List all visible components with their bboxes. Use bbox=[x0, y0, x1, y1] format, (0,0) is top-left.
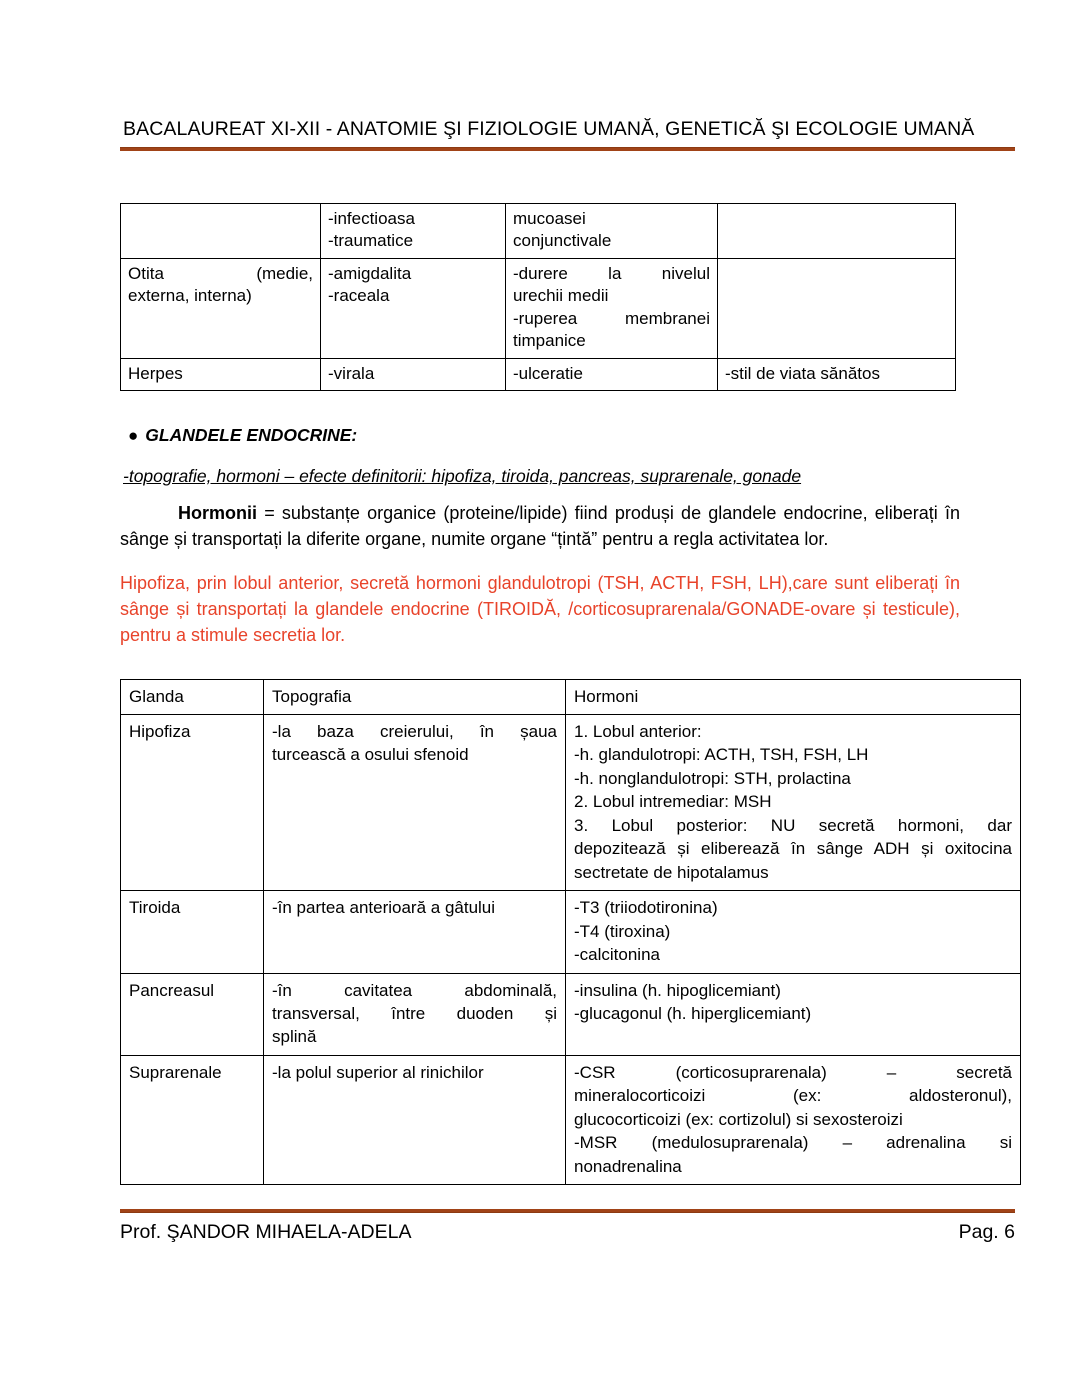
cell-cause bbox=[321, 258, 506, 358]
header-divider bbox=[120, 147, 1015, 151]
table-row-tiroida bbox=[121, 891, 1021, 973]
cell-gland-name: Pancreasul bbox=[121, 973, 264, 1055]
cell-hormones bbox=[566, 1055, 1021, 1184]
cell-line: timpanice bbox=[513, 331, 586, 351]
document-content bbox=[120, 118, 1012, 1185]
table-row-suprarenale bbox=[121, 1055, 1021, 1184]
cell-line: depozitează și eliberează în sânge ADH și oxitocina bbox=[574, 839, 1012, 859]
cell-line: -în cavitatea abdominală, bbox=[272, 980, 557, 1000]
cell-line: -T4 (tiroxina) bbox=[574, 921, 671, 941]
cell-prevention-empty bbox=[718, 204, 956, 259]
column-header-hormoni: Hormoni bbox=[566, 679, 1021, 714]
cell-gland-name: Tiroida bbox=[121, 891, 264, 973]
footer-divider bbox=[120, 1209, 1015, 1213]
cell-hormones bbox=[566, 714, 1021, 890]
cell-text: Otita bbox=[128, 263, 164, 283]
cell-cause: -virala bbox=[321, 358, 506, 390]
table-row bbox=[121, 258, 956, 358]
table-row-hipofiza bbox=[121, 714, 1021, 890]
page-footer bbox=[120, 1221, 1015, 1244]
cell-line: -amigdalita bbox=[328, 263, 412, 283]
paragraph-hipofiza bbox=[120, 570, 960, 648]
column-header-glanda: Glanda bbox=[121, 679, 264, 714]
cell-line: splină bbox=[272, 1027, 317, 1047]
cell-topography bbox=[264, 714, 566, 890]
cell-line: -traumatice bbox=[328, 231, 414, 251]
cell-line: mineralocorticoizi (ex: aldosteronul), bbox=[574, 1086, 1012, 1106]
cell-hormones bbox=[566, 891, 1021, 973]
cell-line: 1. Lobul anterior: bbox=[574, 721, 702, 741]
column-header-topografia: Topografia bbox=[264, 679, 566, 714]
cell-prevention: -stil de viata sănătos bbox=[718, 358, 956, 390]
paragraph-hormoni bbox=[120, 500, 960, 552]
table-row bbox=[121, 204, 956, 259]
glands-table bbox=[120, 679, 1021, 1186]
cell-line: -h. nonglandulotropi: STH, prolactina bbox=[574, 768, 851, 788]
cell-line: mucoasei bbox=[513, 209, 586, 228]
term-hormonii: Hormonii bbox=[178, 503, 257, 524]
paragraph-text: = substanțe organice (proteine/lipide) fiind produși de glandele endocrine, eliberați în sânge și transportați la diferite organe, numite organe “țintă” pentru a regla activitatea lor. bbox=[120, 503, 960, 550]
cell-line: -CSR (corticosuprarenala) – secretă bbox=[574, 1062, 1012, 1082]
cell-gland-name: Hipofiza bbox=[121, 714, 264, 890]
cell-line: sectretate de hipotalamus bbox=[574, 862, 769, 882]
cell-line: 3. Lobul posterior: NU secretă hormoni, dar bbox=[574, 815, 1012, 835]
cell-line: -glucagonul (h. hiperglicemiant) bbox=[574, 1003, 812, 1023]
cell-disease-empty bbox=[121, 204, 321, 259]
cell-topography: -în partea anterioară a gâtului bbox=[264, 891, 566, 973]
paragraph-text: Hipofiza, prin lobul anterior, secretă hormoni glandulotropi (TSH, ACTH, FSH, LH),care sunt eliberați în sânge și transportați la glandele endocrine (TIROIDĂ, /corticosuprarenala/GONADE-ovare și testicule), pentru a stimule secretia lor. bbox=[120, 573, 960, 646]
cell-line: -infectioasa bbox=[328, 209, 415, 228]
cell-line: -durere la nivelul bbox=[513, 263, 710, 283]
footer-author: Prof. ŞANDOR MIHAELA-ADELA bbox=[120, 1221, 412, 1243]
cell-symptom bbox=[506, 204, 718, 259]
cell-line: 2. Lobul intremediar: MSH bbox=[574, 792, 772, 812]
table-row-pancreasul bbox=[121, 973, 1021, 1055]
footer-page-number: Pag. 6 bbox=[958, 1221, 1015, 1243]
table-row bbox=[121, 358, 956, 390]
page-title: BACALAUREAT XI-XII - ANATOMIE ŞI FIZIOLOGIE UMANĂ, GENETICĂ ŞI ECOLOGIE UMANĂ bbox=[123, 118, 975, 140]
cell-line: -raceala bbox=[328, 286, 390, 306]
cell-line: -la baza creierului, în șaua bbox=[272, 721, 557, 741]
cell-line: -calcitonina bbox=[574, 945, 660, 965]
cell-line: -h. glandulotropi: ACTH, TSH, FSH, LH bbox=[574, 745, 869, 765]
section-heading bbox=[120, 425, 960, 446]
table-header-row bbox=[121, 679, 1021, 714]
cell-line: glucocorticoizi (ex: cortizolul) si sexosteroizi bbox=[574, 1109, 903, 1129]
cell-hormones bbox=[566, 973, 1021, 1055]
bullet-icon: ● bbox=[128, 426, 139, 446]
cell-line: nonadrenalina bbox=[574, 1156, 682, 1176]
cell-line: transversal, între duoden și bbox=[272, 1003, 557, 1023]
cell-prevention-empty bbox=[718, 258, 956, 358]
cell-disease-herpes: Herpes bbox=[121, 358, 321, 390]
cell-line: conjunctivale bbox=[513, 231, 612, 251]
section-heading-label: GLANDELE ENDOCRINE: bbox=[145, 425, 358, 446]
cell-line: externa, interna) bbox=[128, 286, 252, 306]
cell-line: -T3 (triiodotironina) bbox=[574, 898, 718, 918]
cell-line bbox=[128, 263, 313, 285]
cell-text: (medie, bbox=[256, 263, 313, 283]
cell-line: turcească a osului sfenoid bbox=[272, 745, 469, 765]
cell-disease-otita bbox=[121, 258, 321, 358]
cell-line: -ruperea membranei bbox=[513, 308, 710, 328]
cell-topography: -la polul superior al rinichilor bbox=[264, 1055, 566, 1184]
diseases-table bbox=[120, 203, 956, 391]
cell-line: -insulina (h. hipoglicemiant) bbox=[574, 980, 781, 1000]
section-subtitle: -topografie, hormoni – efecte definitorii: hipofiza, tiroida, pancreas, suprarenale, gonade bbox=[123, 466, 802, 487]
cell-line: -MSR (medulosuprarenala) – adrenalina si bbox=[574, 1133, 1012, 1153]
cell-line: urechii medii bbox=[513, 286, 609, 306]
cell-cause bbox=[321, 204, 506, 259]
cell-topography bbox=[264, 973, 566, 1055]
cell-gland-name: Suprarenale bbox=[121, 1055, 264, 1184]
cell-symptom bbox=[506, 258, 718, 358]
cell-symptom: -ulceratie bbox=[506, 358, 718, 390]
